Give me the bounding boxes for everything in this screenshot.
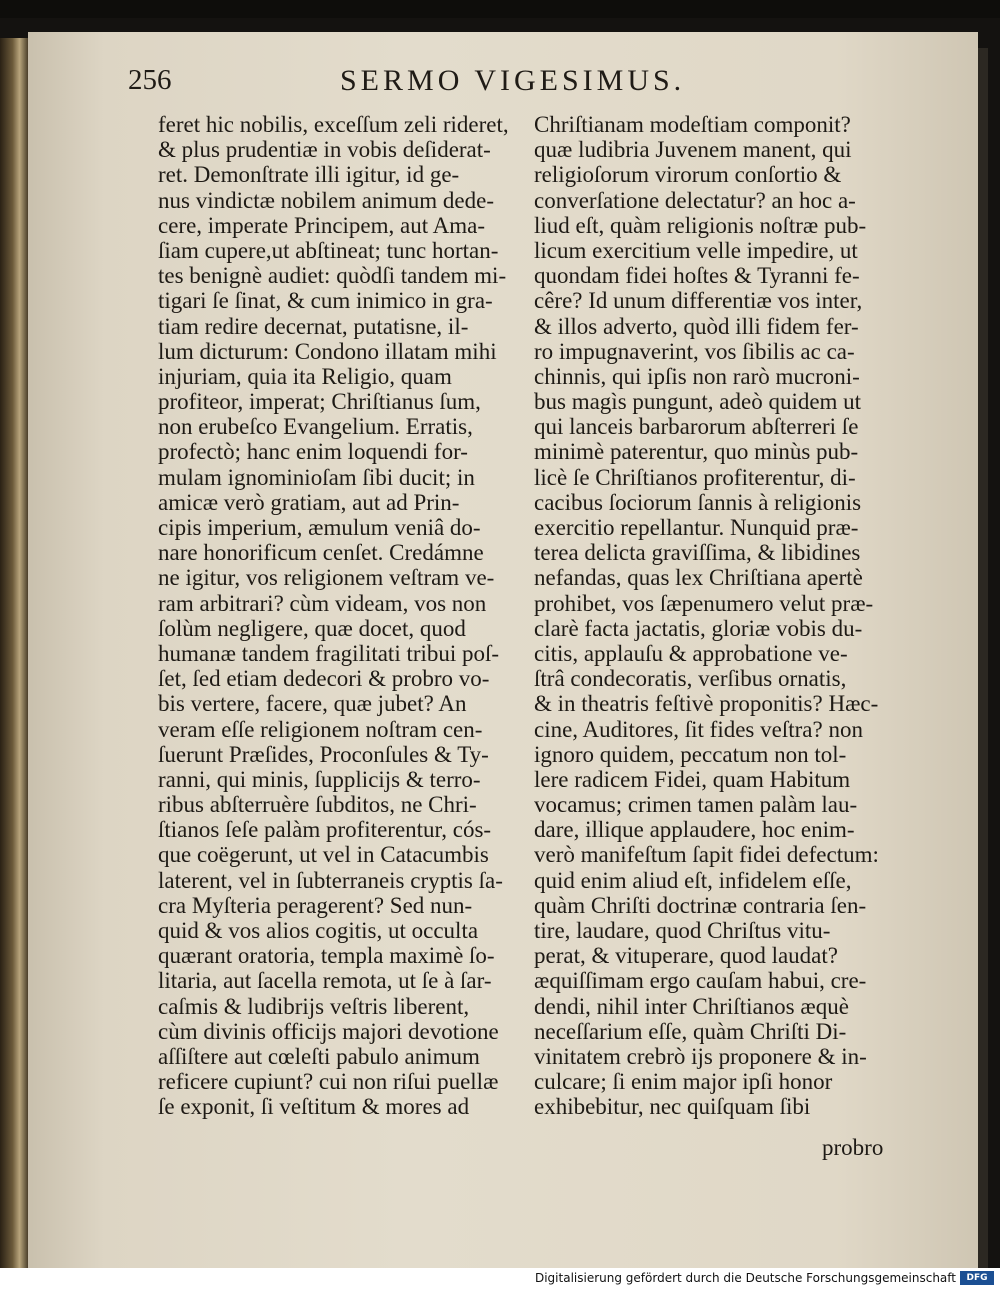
text-line: neceſſarium eſſe, quàm Chriſti Di- <box>534 1018 847 1044</box>
text-line: quondam fidei hoſtes & Tyranni fe- <box>534 263 860 289</box>
text-line: ſuerunt Præſides, Proconſules & Ty- <box>158 741 489 767</box>
right-text-column <box>534 112 906 1120</box>
page-number: 256 <box>128 64 172 96</box>
text-line: chinnis, qui ipſis non rarò mucroni- <box>534 363 860 389</box>
text-line: cêre? Id unum differentiæ vos inter, <box>534 288 863 314</box>
text-line: injuriam, quia ita Religio, quam <box>158 363 452 389</box>
text-line: profectò; hanc enim loquendi for- <box>158 439 468 465</box>
text-line: reficere cupiunt? cui non riſui puellæ <box>158 1069 499 1095</box>
text-line: minimè paterentur, quo minùs pub- <box>534 439 859 465</box>
text-line: feret hic nobilis, exceſſum zeli rideret, <box>158 112 509 137</box>
text-line: citis, applauſu & approbatione ve- <box>534 640 848 666</box>
text-line: Chriſtianam modeſtiam componit? <box>534 112 851 137</box>
left-text-column <box>158 112 530 1120</box>
text-line: cine, Auditores, ſit fides veſtra? non <box>534 716 863 742</box>
text-line: cacibus ſociorum ſannis à religionis <box>534 489 862 515</box>
text-line: culcare; ſi enim major ipſi honor <box>534 1069 833 1095</box>
text-line: quærant oratoria, templa maximè ſo- <box>158 943 495 969</box>
text-line: converſatione delectatur? an hoc a- <box>534 187 856 213</box>
text-line: laterent, vel in ſubterraneis cryptis ſa- <box>158 867 503 893</box>
text-line: dendi, nihil inter Chriſtianos æquè <box>534 993 849 1019</box>
text-line: ignoro quidem, peccatum non tol- <box>534 741 847 767</box>
catchword: probro <box>822 1135 884 1160</box>
text-line: ne igitur, vos religionem veſtram ve- <box>158 565 495 591</box>
text-line: quàm Chriſti doctrinæ contraria ſen- <box>534 892 867 918</box>
text-line: ranni, qui minis, ſupplicijs & terro- <box>158 766 481 792</box>
text-line: cùm divinis officijs majori devotione <box>158 1018 499 1044</box>
text-line: profiteor, imperat; Chriſtianus ſum, <box>158 389 481 415</box>
text-line: ſtrâ condecoratis, verſibus ornatis, <box>534 666 847 692</box>
text-line: ſolùm negligere, quæ docet, quod <box>158 615 466 641</box>
text-line: bis vertere, facere, quæ jubet? An <box>158 691 467 717</box>
text-line: vinitatem crebrò ijs proponere & in- <box>534 1043 867 1069</box>
text-line: tigari ſe ſinat, & cum inimico in gra- <box>158 288 493 314</box>
text-line: nare honorificum cenſet. Credámne <box>158 540 484 566</box>
text-line: licum exercitium velle impedire, ut <box>534 237 858 263</box>
text-line: quid enim aliud eſt, infidelem eſſe, <box>534 867 852 893</box>
text-line: ret. Demonſtrate illi igitur, id ge- <box>158 162 460 188</box>
text-line: cipis imperium, æmulum veniâ do- <box>158 515 481 540</box>
text-line: qui lanceis barbarorum abſterreri ſe <box>534 414 859 440</box>
text-line: dare, illique applaudere, hoc enim- <box>534 817 855 843</box>
text-line: nefandas, quas lex Chriſtiana apertè <box>534 565 863 591</box>
text-line: lum dicturum: Condono illatam mihi <box>158 338 497 364</box>
text-line: ſiam cupere,ut abſtineat; tunc hortan- <box>158 237 499 263</box>
text-line: non erubeſco Evangelium. Erratis, <box>158 414 473 440</box>
text-line: clarè facta jactatis, gloriæ vobis du- <box>534 615 863 641</box>
text-line: tes benignè audiet: quòdſi tandem mi- <box>158 263 507 289</box>
text-line: litaria, aut ſacella remota, ut ſe à ſar- <box>158 968 492 994</box>
text-line: mulam ignominioſam ſibi ducit; in <box>158 464 475 490</box>
text-line: & plus prudentiæ in vobis deſiderat- <box>158 137 491 163</box>
text-line: licè ſe Chriſtianos profiterentur, di- <box>534 464 856 490</box>
text-line: aſſiſtere aut cœleſti pabulo animum <box>158 1043 480 1069</box>
text-line: verò manifeſtum ſapit fidei defectum: <box>534 842 879 868</box>
text-line: bus magìs pungunt, adeò quidem ut <box>534 389 862 415</box>
text-line: ram arbitrari? cùm videam, vos non <box>158 590 487 616</box>
dfg-logo-icon: DFG <box>960 1271 994 1285</box>
text-line: nus vindictæ nobilem animum dede- <box>158 187 495 213</box>
book-spine <box>0 38 28 1268</box>
text-line: cere, imperate Principem, aut Ama- <box>158 212 485 238</box>
text-line: exhibebitur, nec quiſquam ſibi <box>534 1094 811 1120</box>
text-line: quæ ludibria Juvenem manent, qui <box>534 137 852 163</box>
text-line: ribus abſterruère ſubditos, ne Chri- <box>158 792 477 818</box>
text-line: perat, & vituperare, quod laudat? <box>534 943 838 969</box>
text-line: ſtianos ſeſe palàm profiterentur, cós- <box>158 817 492 843</box>
text-line: tire, laudare, quod Chriſtus vitu- <box>534 918 831 943</box>
text-line: lere radicem Fidei, quam Habitum <box>534 766 851 792</box>
text-line: & illos adverto, quòd illi fidem fer- <box>534 313 859 339</box>
footer-credit: Digitalisierung gefördert durch die Deutsche Forschungsgemeinschaft <box>534 1271 956 1285</box>
text-line: religioſorum virorum conſortio & <box>534 162 842 188</box>
text-line: ſe exponit, ſi veſtitum & mores ad <box>158 1094 470 1120</box>
text-line: prohibet, vos ſæpenumero velut præ- <box>534 590 874 616</box>
text-line: cra Myſteria peragerent? Sed nun- <box>158 892 473 918</box>
text-line: que coëgerunt, ut vel in Catacumbis <box>158 842 489 868</box>
text-line: terea delicta graviſſima, & libidines <box>534 540 861 566</box>
digitization-footer <box>0 1268 1000 1289</box>
text-line: ro impugnaverint, vos ſibilis ac ca- <box>534 338 855 364</box>
text-line: caſmis & ludibrijs veſtris liberent, <box>158 993 470 1019</box>
text-line: humanæ tandem fragilitati tribui poſ- <box>158 640 500 666</box>
text-line: exercitio repellantur. Nunquid præ- <box>534 515 859 540</box>
text-line: vocamus; crimen tamen palàm lau- <box>534 792 858 818</box>
text-line: amicæ verò gratiam, aut ad Prin- <box>158 489 460 515</box>
text-line: veram eſſe religionem noſtram cen- <box>158 716 483 742</box>
text-line: æquiſſimam ergo cauſam habui, cre- <box>534 968 867 994</box>
page-edge <box>978 48 988 1268</box>
text-line: liud eſt, quàm religionis noſtræ pub- <box>534 212 867 238</box>
text-line: quid & vos alios cogitis, ut occulta <box>158 918 479 943</box>
text-line: ſet, ſed etiam dedecori & probro vo- <box>158 666 490 692</box>
running-head: SERMO VIGESIMUS. <box>340 64 686 97</box>
text-line: tiam redire decernat, putatisne, il- <box>158 313 469 339</box>
text-line: & in theatris feſtivè proponitis? Hæc- <box>534 691 879 717</box>
